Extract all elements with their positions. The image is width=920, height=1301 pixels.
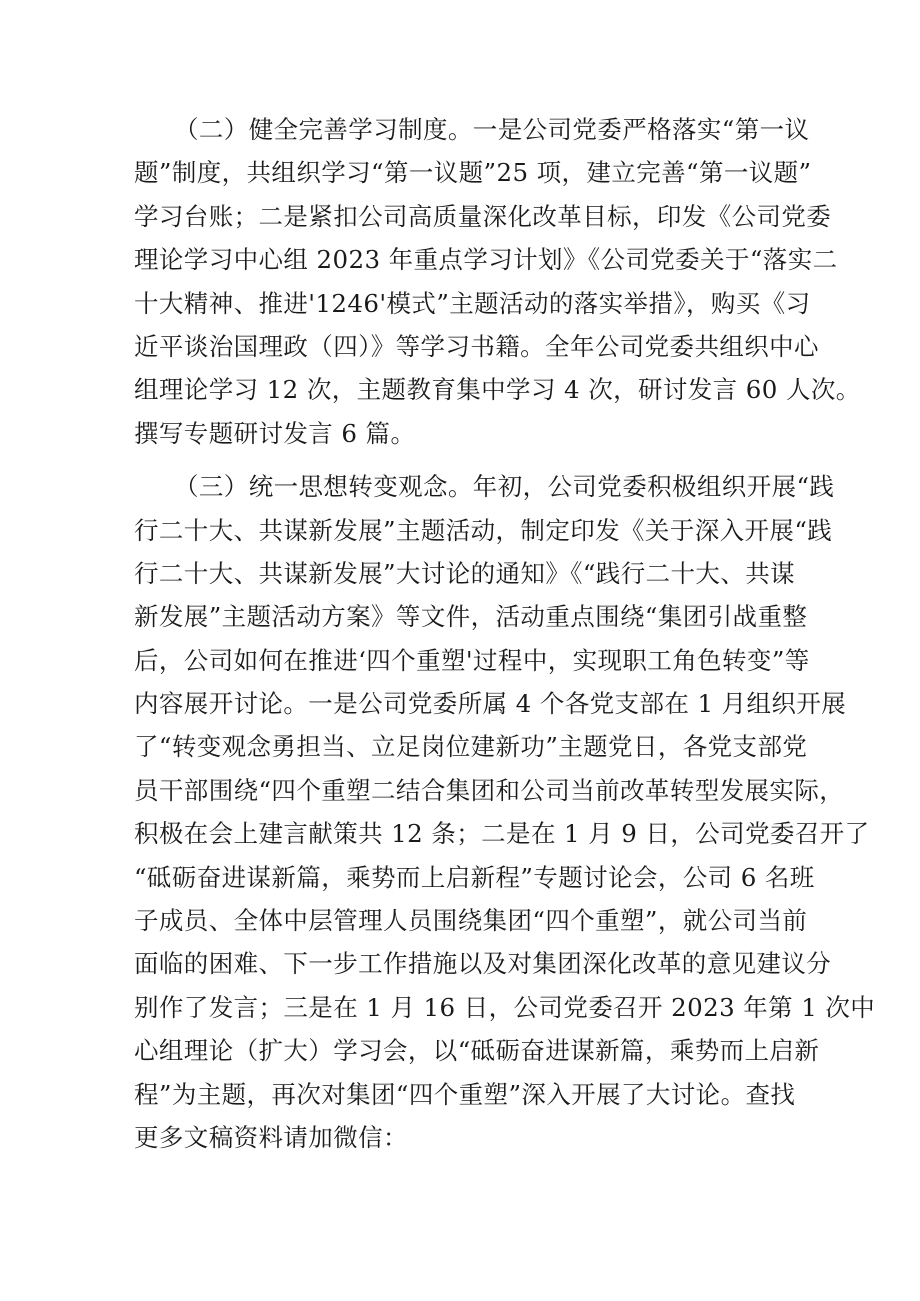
text-line: 十大精神、推进'1246'模式”主题活动的落实举措》，购买《习 [134,288,811,318]
text-line: 程”为主题，再次对集团“四个重塑”深入开展了大讨论。查找 [134,1079,796,1109]
text-line: 行二十大、共谋新发展”大讨论的通知》《“践行二十大、共谋 [134,558,795,588]
text-line: （三）统一思想转变观念。年初，公司党委积极组织开展“践 [174,472,835,502]
text-line: 理论学习中心组 2023 年重点学习计划》《公司党委关于“落实二 [134,245,838,275]
text-line: 近平谈治国理政（四）》等学习书籍。全年公司党委共组织中心 [134,331,819,361]
paragraph-unify-thinking [134,465,876,1159]
text-line: 后，公司如何在推进‘四个重塑'过程中，实现职工角色转变”等 [134,645,810,675]
text-line: 积极在会上建言献策共 12 条；二是在 1 月 9 日，公司党委召开了 [134,819,870,849]
text-line: 组理论学习 12 次，主题教育集中学习 4 次，研讨发言 60 人次。 [134,375,861,405]
paragraph-gap [134,455,790,465]
text-line: 学习台账；二是紧扣公司高质量深化改革目标，印发《公司党委 [134,201,832,231]
text-line: “砥砺奋进谋新篇，乘势而上启新程”专题讨论会，公司 6 名班 [134,862,815,892]
text-line: 新发展”主题活动方案》等文件，活动重点围绕“集团引战重整 [134,602,808,632]
paragraph-study-system [134,108,861,455]
text-line: 别作了发言；三是在 1 月 16 日，公司党委召开 2023 年第 1 次中 [134,992,876,1022]
text-line: 了“转变观念勇担当、立足岗位建新功”主题党日，各党支部党 [134,732,808,762]
text-line: 员干部围绕“四个重塑二结合集团和公司当前改革转型发展实际， [134,775,845,805]
document-body [134,108,876,1159]
text-line: 内容展开讨论。一是公司党委所属 4 个各党支部在 1 月组织开展 [134,689,847,719]
text-line: 题”制度，共组织学习“第一议题”25 项，建立完善“第一议题” [134,158,812,188]
text-line: 子成员、全体中层管理人员围绕集团“四个重塑”，就公司当前 [134,906,808,936]
text-line: 面临的困难、下一步工作措施以及对集团深化改革的意见建议分 [134,949,832,979]
text-line: 撰写专题研讨发言 6 篇。 [134,418,416,448]
text-line: 更多文稿资料请加微信： [134,1122,408,1152]
text-line: 心组理论（扩大）学习会，以“砥砺奋进谋新篇，乘势而上启新 [134,1036,820,1066]
text-line: 行二十大、共谋新发展”主题活动，制定印发《关于深入开展“践 [134,515,833,545]
text-line: （二）健全完善学习制度。一是公司党委严格落实“第一议 [174,115,810,144]
